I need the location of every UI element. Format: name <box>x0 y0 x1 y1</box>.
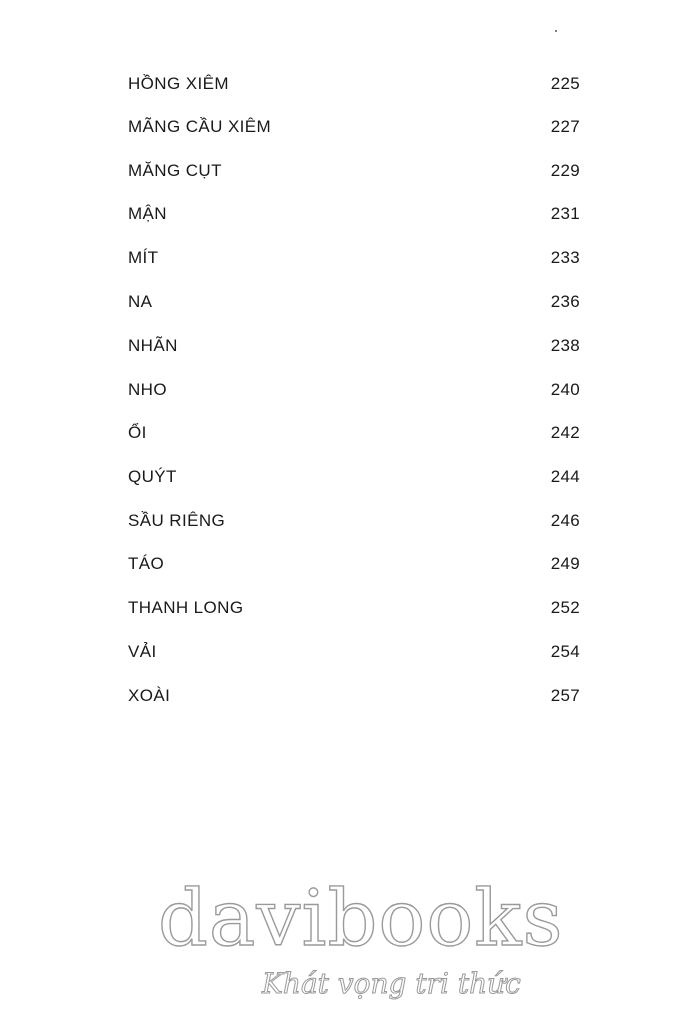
toc-entry <box>128 378 580 402</box>
toc-entry-page: 254 <box>550 642 580 661</box>
toc-entry-title: MÍT <box>128 248 159 267</box>
toc-entry-page: 242 <box>550 423 580 442</box>
toc-entry-page: 240 <box>550 380 580 399</box>
toc-entry-title: THANH LONG <box>128 598 244 617</box>
toc-entry <box>128 202 580 226</box>
toc-entry <box>128 159 580 183</box>
toc-entry <box>128 509 580 533</box>
toc-entry-page: 246 <box>550 511 580 530</box>
toc-entry-title: ỔI <box>128 423 147 442</box>
toc-entry <box>128 334 580 358</box>
toc-entry-page: 231 <box>550 204 580 223</box>
toc-entry-page: 257 <box>550 686 580 705</box>
toc-entry-page: 249 <box>550 554 580 573</box>
toc-entry <box>128 552 580 576</box>
toc-entry <box>128 72 580 96</box>
toc-entry <box>128 246 580 270</box>
watermark-brand: davibooks <box>158 874 564 964</box>
toc-entry-title: NA <box>128 292 153 311</box>
toc-entry <box>128 421 580 445</box>
toc-entry-title: TÁO <box>128 554 165 573</box>
toc-entry-title: XOÀI <box>128 686 171 705</box>
toc-entry-title: MÃNG CẦU XIÊM <box>128 117 272 136</box>
toc-entry-title: MẬN <box>128 204 167 223</box>
toc-entry-title: VẢI <box>128 642 157 661</box>
toc-entry-page: 233 <box>550 248 580 267</box>
toc-entry-title: MĂNG CỤT <box>128 161 222 180</box>
toc-entry <box>128 640 580 664</box>
watermark <box>150 874 570 1010</box>
toc-entry <box>128 465 580 489</box>
toc-entry-page: 238 <box>550 336 580 355</box>
toc-entry-title: NHO <box>128 380 167 399</box>
toc-entry-page: 225 <box>550 74 580 93</box>
toc-entry-title: NHÃN <box>128 336 178 355</box>
toc-entry <box>128 290 580 314</box>
toc-entry <box>128 115 580 139</box>
toc-entry <box>128 684 580 708</box>
toc-entry-page: 244 <box>550 467 580 486</box>
toc-entry-page: 229 <box>550 161 580 180</box>
toc-entry-title: QUÝT <box>128 467 177 486</box>
toc-entry-page: 236 <box>550 292 580 311</box>
toc-entry-title: HỒNG XIÊM <box>128 74 229 93</box>
toc-entry-title: SẦU RIÊNG <box>128 511 226 530</box>
toc-entry-page: 227 <box>550 117 580 136</box>
toc-entry-page: 252 <box>550 598 580 617</box>
watermark-slogan: Khát vọng tri thức <box>262 967 521 1000</box>
toc-entry <box>128 596 580 620</box>
